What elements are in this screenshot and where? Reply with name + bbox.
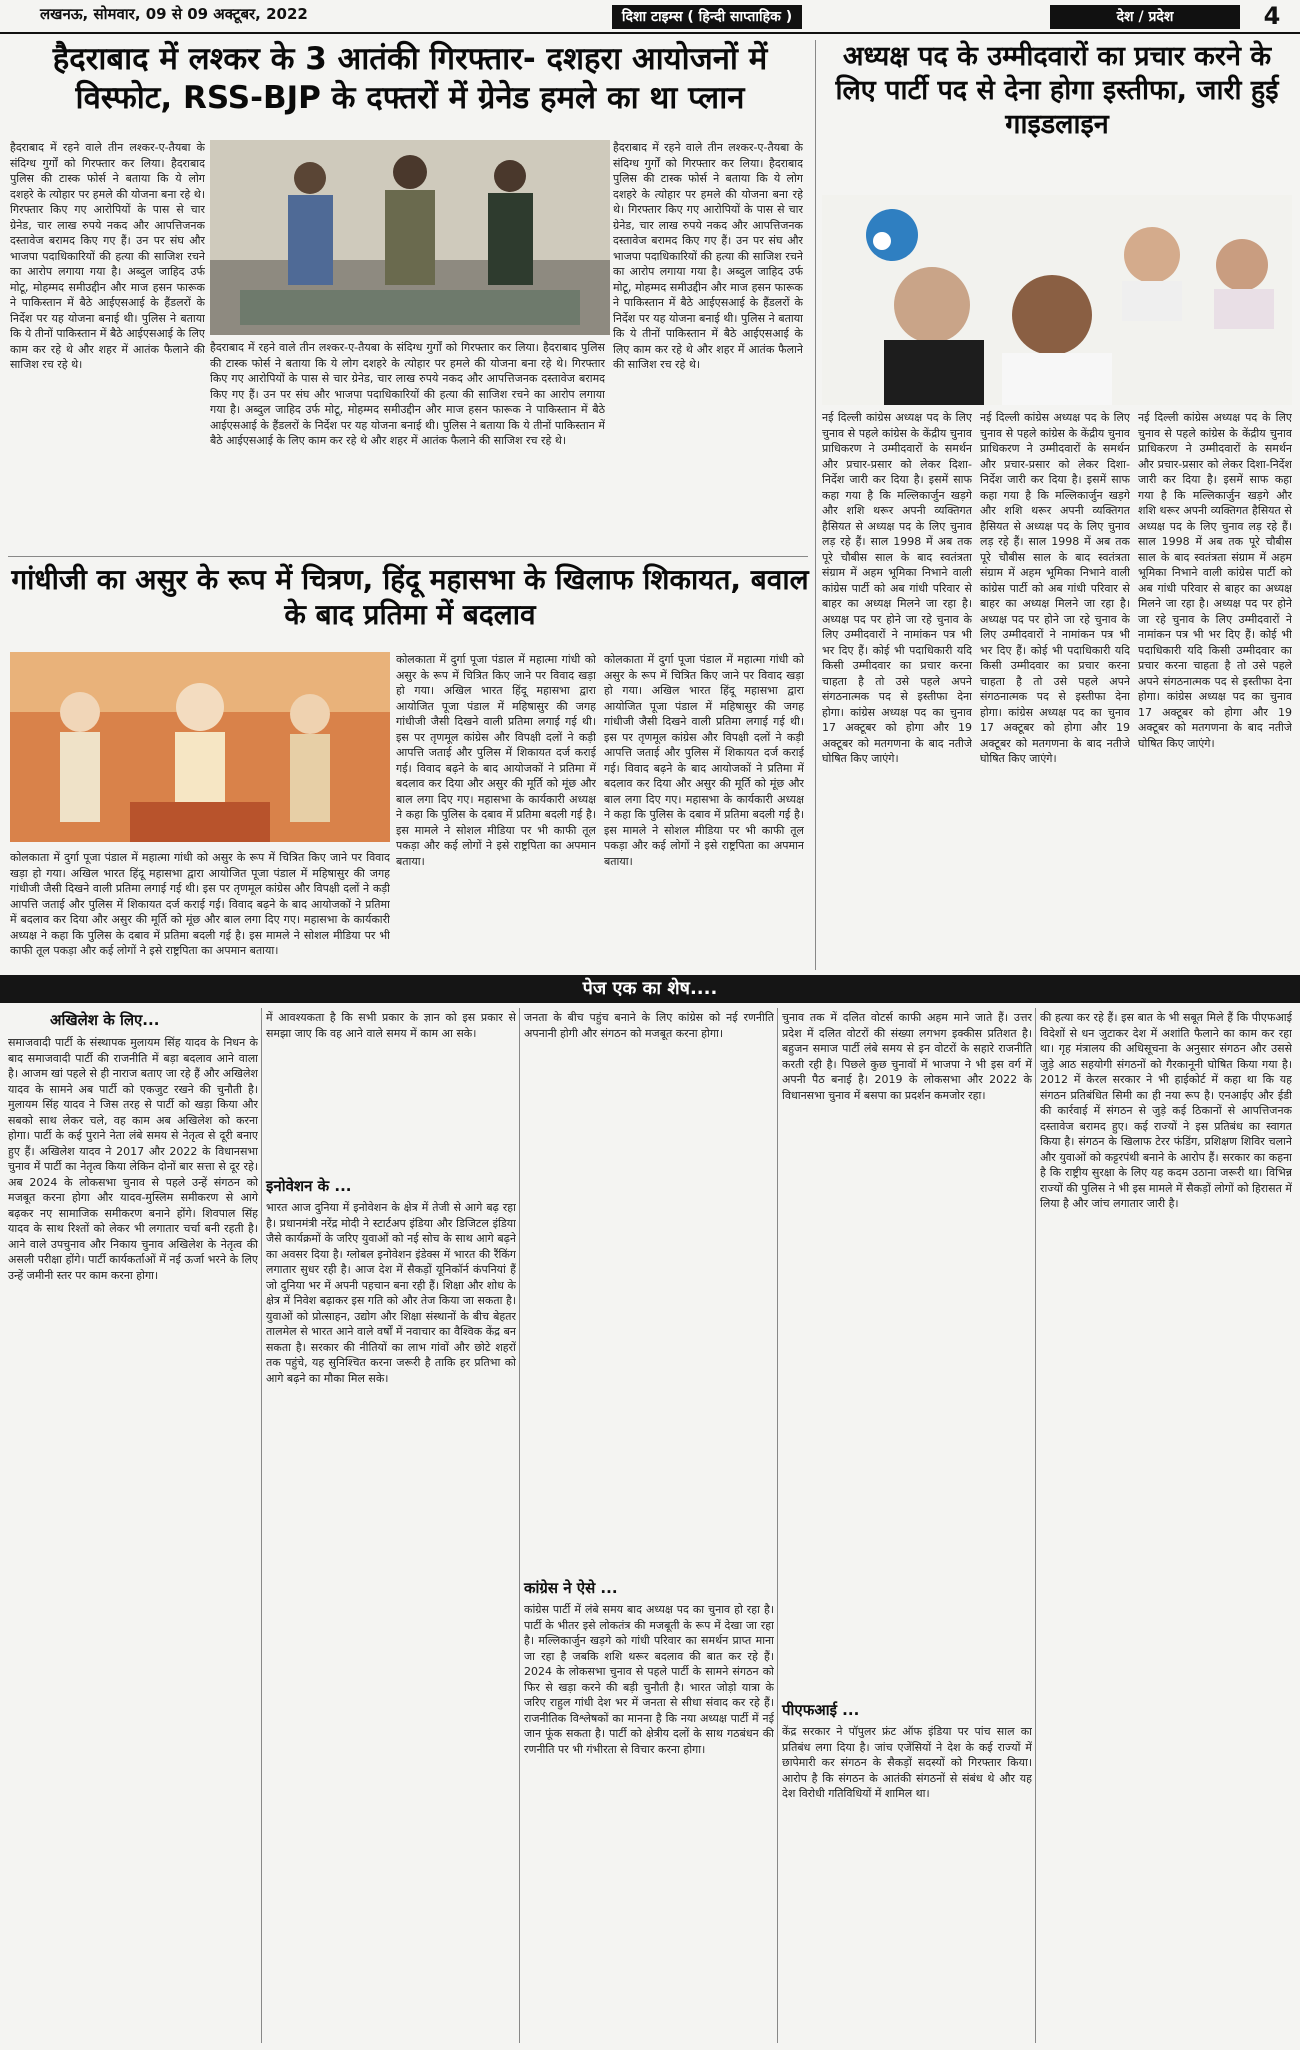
col2-subheading: इनोवेशन के ...	[266, 1177, 352, 1195]
story3-body-col2: कोलकाता में दुर्गा पूजा पंडाल में महात्मा गांधी को असुर के रूप में चित्रित किए जाने पर विवाद खड़ा हो गया। अखिल भारत हिंदू महासभा द्वारा आयोजित पूजा पंडाल में महिषासुर की जगह गांधीजी जैसी दिखने वाली प्रतिमा लगाई गई थी। इस पर तृणमूल कांग्रेस और विपक्षी दलों ने कड़ी आपत्ति जताई और पुलिस में शिकायत दर्ज कराई गई। विवाद बढ़ने के बाद आयोजकों ने प्रतिमा में बदलाव कर दिया और असुर की मूर्ति को मूंछ और बाल लगा दिए गए। महासभा के कार्यकारी अध्यक्ष ने कहा कि पुलिस के दबाव में प्रतिमा बदली गई है। इस मामले ने सोशल मीडिया पर भी काफी तूल पकड़ा और कई लोगों ने इसे राष्ट्रपिता का अपमान बताया।	[396, 653, 596, 868]
story1-photo	[210, 140, 610, 335]
col3-subheading: कांग्रेस ने ऐसे ...	[524, 1579, 618, 1597]
col2-body: भारत आज दुनिया में इनोवेशन के क्षेत्र में तेजी से आगे बढ़ रहा है। प्रधानमंत्री नरेंद्र मोदी ने स्टार्टअप इंडिया और डिजिटल इंडिया जैसे कार्यक्रमों के जरिए युवाओं को नई सोच के साथ आगे बढ़ने का अवसर दिया है। ग्लोबल इनोवेशन इंडेक्स में भारत की रैंकिंग लगातार सुधर रही है। आज देश में सैकड़ों यूनिकॉर्न कंपनियां हैं जो दुनिया भर में अपनी पहचान बना रही हैं। शिक्षा और शोध के क्षेत्र में निवेश बढ़ाकर इस गति को और तेज किया जा सकता है। युवाओं को प्रोत्साहन, उद्योग और शिक्षा संस्थानों के बीच बेहतर तालमेल से भारत आने वाले वर्षों में नवाचार का वैश्विक केंद्र बन सकता है। सरकार की नीतियों का लाभ गांवों और छोटे शहरों तक पहुंचे, यह सुनिश्चित करना जरूरी है ताकि हर प्रतिभा को आगे बढ़ने का मौका मिल सके।	[266, 1201, 516, 1385]
story2-body-col1: नई दिल्ली कांग्रेस अध्यक्ष पद के लिए चुनाव से पहले कांग्रेस के केंद्रीय चुनाव प्राधिकरण ने उम्मीदवारों के समर्थन और प्रचार-प्रसार को लेकर दिशा-निर्देश जारी कर दिया है। इसमें साफ कहा गया है कि मल्लिकार्जुन खड़गे और शशि थरूर अपनी व्यक्तिगत हैसियत से अध्यक्ष पद के लिए चुनाव लड़ रहे हैं। साल 1998 में अब तक पूरे चौबीस साल के बाद स्वतंत्रता संग्राम में अहम भूमिका निभाने वाली कांग्रेस पार्टी को अब गांधी परिवार से बाहर का अध्यक्ष मिलने जा रहा है। अध्यक्ष पद पर होने जा रहे चुनाव के लिए उम्मीदवारों ने नामांकन पत्र भी भर दिए हैं। कोई भी पदाधिकारी यदि किसी उम्मीदवार का प्रचार करना चाहता है तो उसे पहले अपने संगठनात्मक पद से इस्तीफा देना होगा। कांग्रेस अध्यक्ष पद का चुनाव 17 अक्टूबर को होगा और 19 अक्टूबर को मतगणना के बाद नतीजे घोषित किए जाएंगे।	[822, 411, 972, 765]
col3-top-text: जनता के बीच पहुंच बनाने के लिए कांग्रेस को नई रणनीति अपनानी होगी और संगठन को मजबूत करना होगा।	[524, 1011, 774, 1040]
suspects-photo-illustration	[210, 140, 610, 335]
durga-idol-illustration	[10, 652, 390, 842]
col4-subheading: पीएफआई ...	[782, 1701, 860, 1719]
divider	[8, 556, 808, 557]
story1-body-col1: हैदराबाद में रहने वाले तीन लश्कर-ए-तैयबा के संदिग्ध गुर्गों को गिरफ्तार कर लिया। हैदराबाद पुलिस की टास्क फोर्स ने बताया कि ये लोग दशहरे के त्योहार पर हमले की योजना बना रहे थे। गिरफ्तार किए गए आरोपियों के पास से चार ग्रेनेड, चार लाख रुपये नकद और आपत्तिजनक दस्तावेज बरामद किए गए हैं। उन पर संघ और भाजपा पदाधिकारियों की हत्या की साजिश रचने का आरोप लगाया गया है। अब्दुल जाहिद उर्फ मोटू, मोहम्मद समीउद्दीन और माज हसन फारूक ने पाकिस्तान में बैठे आईएसआई के हैंडलरों के निर्देश पर यह योजना बनाई थी। पुलिस ने बताया कि ये तीनों पाकिस्तान में बैठे आईएसआई के लिए काम कर रहे थे और शहर में आतंक फैलाने की साजिश रच रहे थे।	[10, 141, 205, 371]
col1-body: समाजवादी पार्टी के संस्थापक मुलायम सिंह यादव के निधन के बाद समाजवादी पार्टी की राजनीति में बड़ा बदलाव आने वाला है। आजम खां पहले से ही नाराज बताए जा रहे हैं और अखिलेश यादव के सामने अब पार्टी को एकजुट रखने की चुनौती है। मुलायम सिंह यादव ने जिस तरह से पार्टी को खड़ा किया और सबको साथ लेकर चले, वह काम अब अखिलेश को करना होगा। पार्टी के कई पुराने नेता लंबे समय से नेतृत्व से दूरी बनाए हुए हैं। अखिलेश यादव ने 2017 और 2022 के विधानसभा चुनाव में पार्टी का नेतृत्व किया लेकिन दोनों बार सत्ता से दूर रहे। अब 2024 के लोकसभा चुनाव से पहले उन्हें संगठन को मजबूत करना होगा और यादव-मुस्लिम समीकरण से आगे बढ़कर नए सामाजिक समीकरण बनाने होंगे। शिवपाल सिंह यादव के साथ रिश्तों को लेकर भी लगातार चर्चा बनी रहती है। आने वाले उपचुनाव और निकाय चुनाव अखिलेश के नेतृत्व की असली परीक्षा होंगे। पार्टी कार्यकर्ताओं में नई ऊर्जा भरने के लिए उन्हें जमीनी स्तर पर काम करना होगा।	[8, 1036, 258, 1282]
col4-body2: केंद्र सरकार ने पॉपुलर फ्रंट ऑफ इंडिया पर पांच साल का प्रतिबंध लगा दिया है। जांच एजेंसियों ने देश के कई राज्यों में छापेमारी कर संगठन के सैकड़ों सदस्यों को गिरफ्तार किया। आरोप है कि संगठन के आतंकी संगठनों से संबंध थे और यह देश विरोधी गतिविधियों में शामिल था।	[782, 1725, 1032, 1800]
continued-banner: पेज एक का शेष....	[582, 978, 718, 999]
story3-headline: गांधीजी का असुर के रूप में चित्रण, हिंदू महासभा के खिलाफ शिकायत, बवाल के बाद प्रतिमा में बदलाव	[11, 563, 809, 631]
story2-headline: अध्यक्ष पद के उम्मीदवारों का प्रचार करने के लिए पार्टी पद से देना होगा इस्तीफा, जारी हुई गाइडलाइन	[835, 41, 1279, 140]
col2-top-text: में आवश्यकता है कि सभी प्रकार के ज्ञान को इस प्रकार से समझा जाए कि वह आने वाले समय में काम आ सके।	[266, 1011, 516, 1040]
story2-photo	[822, 195, 1292, 405]
column-divider	[261, 1008, 262, 2043]
col1-subheading: अखिलेश के लिए...	[50, 1011, 160, 1029]
congress-leaders-illustration	[822, 195, 1292, 405]
story2-body-col3: नई दिल्ली कांग्रेस अध्यक्ष पद के लिए चुनाव से पहले कांग्रेस के केंद्रीय चुनाव प्राधिकरण ने उम्मीदवारों के समर्थन और प्रचार-प्रसार को लेकर दिशा-निर्देश जारी कर दिया है। इसमें साफ कहा गया है कि मल्लिकार्जुन खड़गे और शशि थरूर अपनी व्यक्तिगत हैसियत से अध्यक्ष पद के लिए चुनाव लड़ रहे हैं। साल 1998 में अब तक पूरे चौबीस साल के बाद स्वतंत्रता संग्राम में अहम भूमिका निभाने वाली कांग्रेस पार्टी को अब गांधी परिवार से बाहर का अध्यक्ष मिलने जा रहा है। अध्यक्ष पद पर होने जा रहे चुनाव के लिए उम्मीदवारों ने नामांकन पत्र भी भर दिए हैं। कोई भी पदाधिकारी यदि किसी उम्मीदवार का प्रचार करना चाहता है तो उसे पहले अपने संगठनात्मक पद से इस्तीफा देना होगा। कांग्रेस अध्यक्ष पद का चुनाव 17 अक्टूबर को होगा और 19 अक्टूबर को मतगणना के बाद नतीजे घोषित किए जाएंगे।	[1138, 411, 1292, 750]
masthead-section: देश / प्रदेश	[1050, 5, 1240, 29]
col5-body: की हत्या कर रहे हैं। इस बात के भी सबूत मिले हैं कि पीएफआई विदेशों से धन जुटाकर देश में अशांति फैलाने का काम कर रहा था। गृह मंत्रालय की अधिसूचना के अनुसार संगठन और उससे जुड़े आठ सहयोगी संगठनों को गैरकानूनी घोषित किया गया है। 2012 में केरल सरकार ने भी हाईकोर्ट में कहा था कि यह संगठन प्रतिबंधित सिमी का ही नया रूप है। एनआईए और ईडी की कार्रवाई में संगठन से जुड़े कई ठिकानों से आपत्तिजनक दस्तावेज बरामद हुए। कई राज्यों ने इस प्रतिबंध का स्वागत किया है। संगठन के खिलाफ टेरर फंडिंग, प्रशिक्षण शिविर चलाने और युवाओं को कट्टरपंथी बनाने के आरोप हैं। सरकार का कहना है कि राष्ट्रीय सुरक्षा के लिए यह कदम उठाना जरूरी था। विभिन्न राज्यों की पुलिस ने भी इस मामले में सैकड़ों लोगों को हिरासत में लिया है और जांच लगातार जारी है।	[1040, 1011, 1292, 1210]
story1-body-col3: हैदराबाद में रहने वाले तीन लश्कर-ए-तैयबा के संदिग्ध गुर्गों को गिरफ्तार कर लिया। हैदराबाद पुलिस की टास्क फोर्स ने बताया कि ये लोग दशहरे के त्योहार पर हमले की योजना बना रहे थे। गिरफ्तार किए गए आरोपियों के पास से चार ग्रेनेड, चार लाख रुपये नकद और आपत्तिजनक दस्तावेज बरामद किए गए हैं। उन पर संघ और भाजपा पदाधिकारियों की हत्या की साजिश रचने का आरोप लगाया गया है। अब्दुल जाहिद उर्फ मोटू, मोहम्मद समीउद्दीन और माज हसन फारूक ने पाकिस्तान में बैठे आईएसआई के हैंडलरों के निर्देश पर यह योजना बनाई थी। पुलिस ने बताया कि ये तीनों पाकिस्तान में बैठे आईएसआई के लिए काम कर रहे थे और शहर में आतंक फैलाने की साजिश रच रहे थे।	[613, 141, 803, 371]
page-number: 4	[1263, 2, 1281, 30]
masthead-paper-name: दिशा टाइम्स ( हिन्दी साप्ताहिक )	[612, 5, 802, 29]
story3-body-col1: कोलकाता में दुर्गा पूजा पंडाल में महात्मा गांधी को असुर के रूप में चित्रित किए जाने पर विवाद खड़ा हो गया। अखिल भारत हिंदू महासभा द्वारा आयोजित पूजा पंडाल में महिषासुर की जगह गांधीजी जैसी दिखने वाली प्रतिमा लगाई गई थी। इस पर तृणमूल कांग्रेस और विपक्षी दलों ने कड़ी आपत्ति जताई और पुलिस में शिकायत दर्ज कराई गई। विवाद बढ़ने के बाद आयोजकों ने प्रतिमा में बदलाव कर दिया और असुर की मूर्ति को मूंछ और बाल लगा दिए गए। महासभा के कार्यकारी अध्यक्ष ने कहा कि पुलिस के दबाव में प्रतिमा बदली गई है। इस मामले ने सोशल मीडिया पर भी काफी तूल पकड़ा और कई लोगों ने इसे राष्ट्रपिता का अपमान बताया।	[10, 851, 390, 957]
column-divider	[1035, 1008, 1036, 2043]
column-divider	[777, 1008, 778, 2043]
column-divider	[519, 1008, 520, 2043]
story1-headline: हैदराबाद में लश्कर के 3 आतंकी गिरफ्तार- दशहरा आयोजनों में विस्फोट, RSS-BJP के दफ्तरों में ग्रेनेड हमले का था प्लान	[52, 41, 768, 116]
col3-body: कांग्रेस पार्टी में लंबे समय बाद अध्यक्ष पद का चुनाव हो रहा है। पार्टी के भीतर इसे लोकतंत्र की मजबूती के रूप में देखा जा रहा है। मल्लिकार्जुन खड़गे को गांधी परिवार का समर्थन प्राप्त माना जा रहा है जबकि शशि थरूर बदलाव की बात कर रहे हैं। 2024 के लोकसभा चुनाव से पहले पार्टी के सामने संगठन को फिर से खड़ा करने की बड़ी चुनौती है। भारत जोड़ो यात्रा के जरिए राहुल गांधी देश भर में जनता से सीधा संवाद कर रहे हैं। राजनीतिक विश्लेषकों का मानना है कि नया अध्यक्ष पार्टी में नई जान फूंक सकता है। पार्टी को क्षेत्रीय दलों के साथ गठबंधन की रणनीति पर भी गंभीरता से विचार करना होगा।	[524, 1603, 774, 1756]
col4-body: चुनाव तक में दलित वोटर्स काफी अहम माने जाते हैं। उत्तर प्रदेश में दलित वोटरों की संख्या लगभग इक्कीस प्रतिशत है। बहुजन समाज पार्टी लंबे समय से इन वोटरों के सहारे राजनीति करती रही है। पिछले कुछ चुनावों में भाजपा ने भी इस वर्ग में अपनी पैठ बनाई है। 2019 के लोकसभा और 2022 के विधानसभा चुनाव में बसपा का प्रदर्शन कमजोर रहा।	[782, 1011, 1032, 1102]
column-divider	[815, 40, 816, 970]
story2-body-col2: नई दिल्ली कांग्रेस अध्यक्ष पद के लिए चुनाव से पहले कांग्रेस के केंद्रीय चुनाव प्राधिकरण ने उम्मीदवारों के समर्थन और प्रचार-प्रसार को लेकर दिशा-निर्देश जारी कर दिया है। इसमें साफ कहा गया है कि मल्लिकार्जुन खड़गे और शशि थरूर अपनी व्यक्तिगत हैसियत से अध्यक्ष पद के लिए चुनाव लड़ रहे हैं। साल 1998 में अब तक पूरे चौबीस साल के बाद स्वतंत्रता संग्राम में अहम भूमिका निभाने वाली कांग्रेस पार्टी को अब गांधी परिवार से बाहर का अध्यक्ष मिलने जा रहा है। अध्यक्ष पद पर होने जा रहे चुनाव के लिए उम्मीदवारों ने नामांकन पत्र भी भर दिए हैं। कोई भी पदाधिकारी यदि किसी उम्मीदवार का प्रचार करना चाहता है तो उसे पहले अपने संगठनात्मक पद से इस्तीफा देना होगा। कांग्रेस अध्यक्ष पद का चुनाव 17 अक्टूबर को होगा और 19 अक्टूबर को मतगणना के बाद नतीजे घोषित किए जाएंगे।	[980, 411, 1130, 765]
masthead-date: लखनऊ, सोमवार, 09 से 09 अक्टूबर, 2022	[40, 5, 308, 23]
story1-body-col2: हैदराबाद में रहने वाले तीन लश्कर-ए-तैयबा के संदिग्ध गुर्गों को गिरफ्तार कर लिया। हैदराबाद पुलिस की टास्क फोर्स ने बताया कि ये लोग दशहरे के त्योहार पर हमले की योजना बना रहे थे। गिरफ्तार किए गए आरोपियों के पास से चार ग्रेनेड, चार लाख रुपये नकद और आपत्तिजनक दस्तावेज बरामद किए गए हैं। उन पर संघ और भाजपा पदाधिकारियों की हत्या की साजिश रचने का आरोप लगाया गया है। अब्दुल जाहिद उर्फ मोटू, मोहम्मद समीउद्दीन और माज हसन फारूक ने पाकिस्तान में बैठे आईएसआई के हैंडलरों के निर्देश पर यह योजना बनाई थी। पुलिस ने बताया कि ये तीनों पाकिस्तान में बैठे आईएसआई के लिए काम कर रहे थे और शहर में आतंक फैलाने की साजिश रच रहे थे।	[210, 341, 605, 447]
story3-photo	[10, 652, 390, 842]
story3-body-col3: कोलकाता में दुर्गा पूजा पंडाल में महात्मा गांधी को असुर के रूप में चित्रित किए जाने पर विवाद खड़ा हो गया। अखिल भारत हिंदू महासभा द्वारा आयोजित पूजा पंडाल में महिषासुर की जगह गांधीजी जैसी दिखने वाली प्रतिमा लगाई गई थी। इस पर तृणमूल कांग्रेस और विपक्षी दलों ने कड़ी आपत्ति जताई और पुलिस में शिकायत दर्ज कराई गई। विवाद बढ़ने के बाद आयोजकों ने प्रतिमा में बदलाव कर दिया और असुर की मूर्ति को मूंछ और बाल लगा दिए गए। महासभा के कार्यकारी अध्यक्ष ने कहा कि पुलिस के दबाव में प्रतिमा बदली गई है। इस मामले ने सोशल मीडिया पर भी काफी तूल पकड़ा और कई लोगों ने इसे राष्ट्रपिता का अपमान बताया।	[604, 653, 804, 868]
